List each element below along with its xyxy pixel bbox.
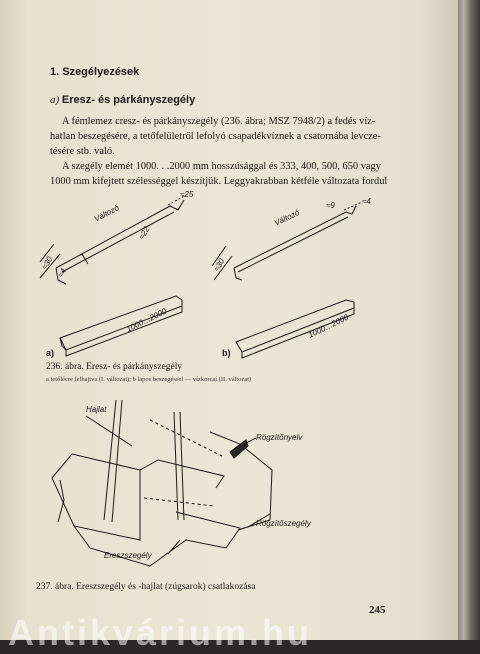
paragraph1-line2: hatlan beszegésére, a tetőfelületről lefolyó csapadékvíznek a csatornába levcze- [50,131,381,142]
subsection-letter: a) [50,94,60,106]
element-a-drawing [60,296,182,356]
dim-approx22: ≈22 [136,224,152,241]
paragraph1-line1: A fémlemez cresz- és párkányszegély (236. ábra; MSZ 7948/2) a fedés víz- [62,116,376,127]
figure237-caption: 237. ábra. Ereszszegély és -hajlat (zúgsarok) csatlakozása [36,582,256,592]
paragraph2-line2: 1000 mm kifejtett szélességgel készítjük. Leggyakrabban kétféle változata fordul [50,176,388,187]
figure236-subcaption: a tetőlécre felhajtva (I. változat); b lapos beszegéssel — vízkorcaí (II. változat) [46,376,252,383]
paragraph1-line3: tésére stb. való. [50,146,115,157]
dim-valtozo-a: Változó [92,203,121,224]
dim-approx25: ≈25 [180,190,194,199]
label-ereszszegely: Ereszszegély [104,551,152,560]
watermark: Antikvárium.hu [8,612,313,653]
paragraph2-line1: A szegély elemét 1000. . .2000 mm hosszúsággal és 333, 400, 500, 650 vagy [62,161,381,172]
section-heading: 1. Szegélyezések [50,66,140,78]
dim-length-b: 1000…2000 [306,312,351,340]
figure-label-a: a) [46,348,55,358]
page-number: 245 [369,604,386,616]
dim-approx9: ≈9 [326,201,335,210]
label-hajlat: Hajlat [86,405,107,414]
dim-valtozo-b: Változó [272,208,301,228]
figure236-caption: 236. ábra. Eresz- és párkányszegély [46,362,183,372]
subsection-title: Eresz- és párkányszegély [61,94,196,106]
label-rogzitoszegely: Rögzítőszegély [256,519,311,528]
book-edge [458,0,480,640]
gutter-corner-drawing [52,400,272,566]
dim-length-a: 1000…2000 [124,306,169,334]
dim-approx30-a: ≈30 [39,254,55,271]
dim-approx4-b: ≈4 [362,197,371,206]
label-rogzitonyelv: Rögzítőnyelv [256,433,303,442]
dim-approx30-b: ≈30 [211,256,227,273]
dim-approx4-a: ≈4 [55,266,69,279]
figure-label-b: b) [222,348,231,358]
element-b-drawing [236,300,354,358]
